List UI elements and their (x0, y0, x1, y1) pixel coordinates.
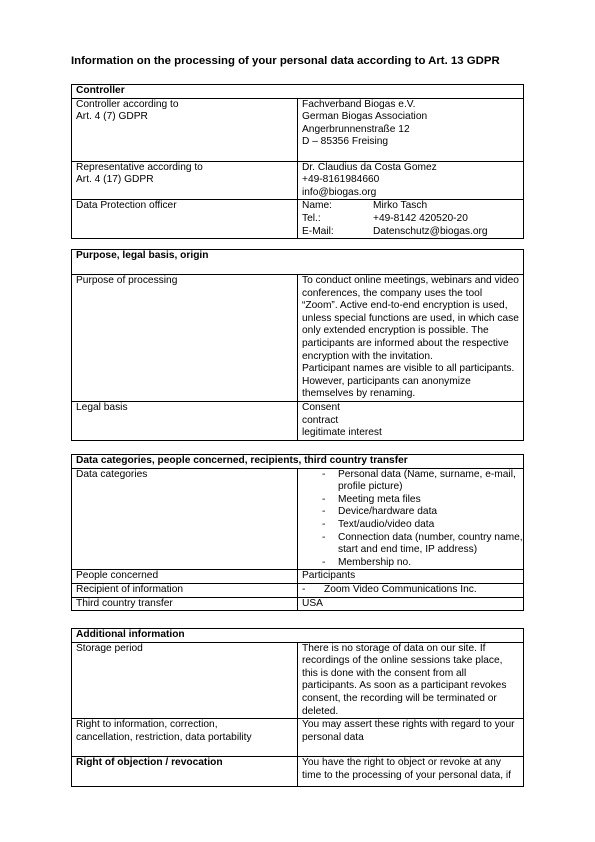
org-name-en: German Biogas Association (302, 111, 428, 123)
representative-label: Representative according to Art. 4 (17) GDPR (72, 161, 298, 200)
list-item: - Connection data (number, country name, start and end time, IP address) (322, 531, 523, 556)
third-country-label: Third country transfer (72, 597, 298, 611)
storage-period-label: Storage period (72, 642, 298, 719)
additional-info-heading: Additional information (72, 629, 524, 643)
dpo-label: Data Protection officer (72, 200, 298, 239)
representative-phone: +49-8161984660 (302, 174, 380, 186)
data-categories-list (302, 468, 523, 570)
org-name-de: Fachverband Biogas e.V. (302, 98, 416, 110)
list-item: - Device/hardware data (322, 506, 438, 518)
purpose-label: Purpose of processing (72, 275, 298, 402)
representative-value (298, 161, 524, 200)
dpo-tel-row: Tel.: +49-8142 420520-20 (302, 212, 468, 224)
purpose-value: To conduct online meetings, webinars and video conferences, the company uses the tool “Zoom”. Active end-to-end encryption is used, unless special functions are used, in which case only extended encryption is possible. The participants are informed about the respective encryption with the invitation. Participant names are visible to all participants. However, participants can anonymize themselves by renaming. (298, 275, 524, 402)
city-address: D – 85356 Freising (302, 136, 389, 148)
rights-label: Right to information, correction, cancellation, restriction, data portability (72, 719, 298, 757)
dpo-name-row: Name: Mirko Tasch (302, 200, 428, 212)
data-categories-heading: Data categories, people concerned, recipients, third country transfer (72, 455, 524, 469)
additional-info-table (71, 628, 524, 787)
people-concerned-label: People concerned (72, 570, 298, 584)
data-categories-label: Data categories (72, 468, 298, 570)
list-item: - Membership no. (322, 556, 412, 568)
representative-email: info@biogas.org (302, 186, 377, 198)
controller-value (298, 98, 524, 161)
data-categories-value (298, 468, 524, 570)
controller-table (71, 84, 524, 239)
controller-label: Controller according to Art. 4 (7) GDPR (72, 98, 298, 161)
dpo-value (298, 200, 524, 239)
representative-name: Dr. Claudius da Costa Gomez (302, 161, 437, 173)
third-country-value: USA (298, 597, 524, 611)
storage-period-value: There is no storage of data on our site. If recordings of the online sessions take place, this is done with the consent from all participants. As soon as a participant revokes consent, the recording will be terminated or deleted. (298, 642, 524, 719)
street-address: Angerbrunnenstraße 12 (302, 123, 410, 135)
objection-label: Right of objection / revocation (72, 757, 298, 787)
list-item: - Personal data (Name, surname, e-mail, profile picture) (322, 468, 516, 493)
list-item: - Text/audio/video data (322, 518, 435, 530)
legal-basis-value: Consent contract legitimate interest (298, 402, 524, 441)
list-item: - Meeting meta files (322, 493, 421, 505)
recipient-label: Recipient of information (72, 583, 298, 597)
objection-value: You have the right to object or revoke at any time to the processing of your personal data, if (298, 757, 524, 787)
data-categories-table (71, 454, 524, 611)
people-concerned-value: Participants (298, 570, 524, 584)
purpose-table (71, 249, 524, 441)
legal-basis-label: Legal basis (72, 402, 298, 441)
recipient-value: - Zoom Video Communications Inc. (298, 583, 524, 597)
document-title: Information on the processing of your personal data according to Art. 13 GDPR (71, 55, 500, 67)
rights-value: You may assert these rights with regard to your personal data (298, 719, 524, 757)
purpose-heading: Purpose, legal basis, origin (72, 250, 524, 275)
controller-heading: Controller (72, 85, 524, 99)
dpo-email-row: E-Mail: Datenschutz@biogas.org (302, 225, 488, 237)
